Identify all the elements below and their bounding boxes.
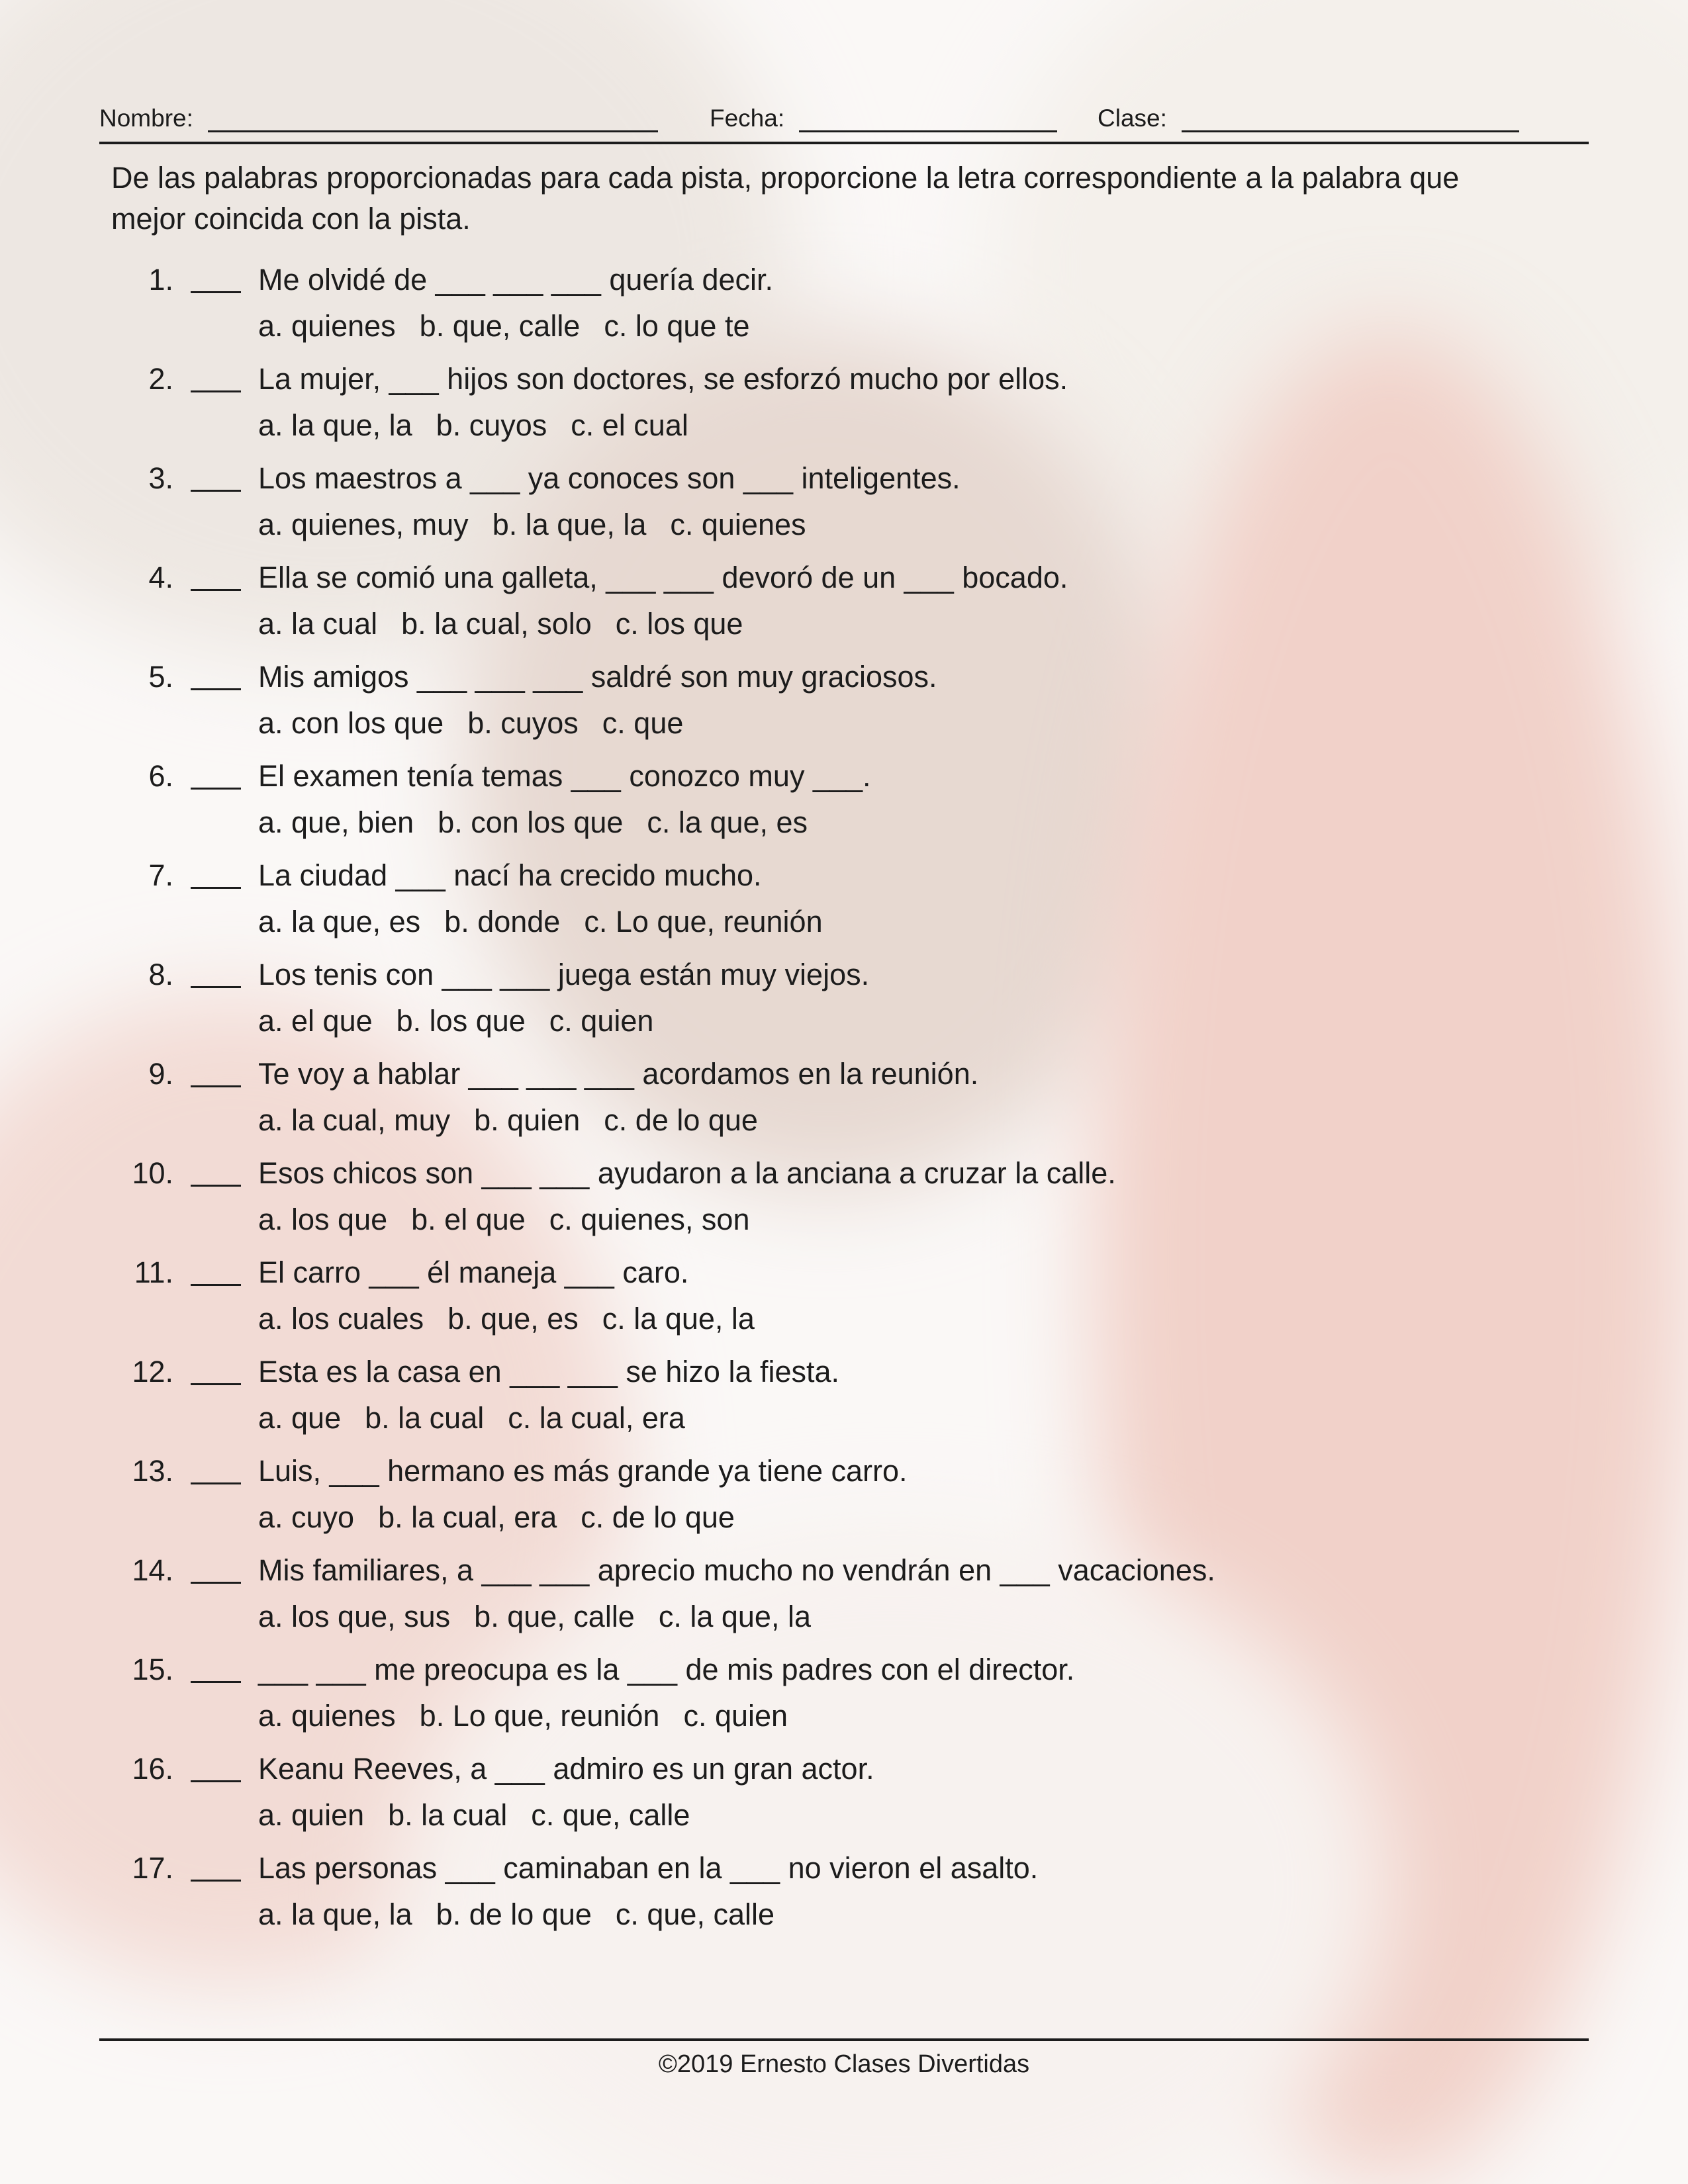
choice-a: a. quienes, muy [258, 508, 469, 541]
choice-a: a. los cuales [258, 1302, 424, 1336]
question-item [0, 954, 1688, 1054]
choice-a: a. los que [258, 1203, 388, 1236]
answer-blank[interactable] [191, 1582, 241, 1584]
copyright-footer: ©2019 Ernesto Clases Divertidas [658, 2050, 1030, 2078]
choice-b: b. la cual [388, 1798, 508, 1832]
question-number: 8. [148, 958, 173, 991]
answer-choices [258, 504, 830, 545]
date-line[interactable] [799, 107, 1057, 132]
question-prompt: Mis familiares, a ___ ___ aprecio mucho no vendrán en ___ vacaciones. [258, 1553, 1215, 1587]
choice-b: b. la cual [365, 1401, 485, 1435]
question-item [0, 1252, 1688, 1351]
name-label: Nombre: [99, 105, 193, 132]
question-prompt: La ciudad ___ nací ha crecido mucho. [258, 858, 762, 892]
question-prompt: Te voy a hablar ___ ___ ___ acordamos en la reunión. [258, 1057, 979, 1091]
choice-b: b. el que [411, 1203, 526, 1236]
question-item [0, 557, 1688, 657]
question-prompt: Los tenis con ___ ___ juega están muy viejos. [258, 958, 870, 991]
question-number: 6. [148, 759, 173, 793]
date-field [710, 105, 1057, 132]
question-number: 17. [132, 1851, 173, 1885]
choice-c: c. de lo que [581, 1500, 735, 1534]
choice-a: a. que, bien [258, 805, 414, 839]
question-prompt: Ella se comió una galleta, ___ ___ devoró de un ___ bocado. [258, 561, 1068, 594]
choice-a: a. quienes [258, 309, 396, 343]
choice-c: c. la que, la [658, 1600, 811, 1633]
answer-choices [258, 604, 767, 645]
question-item [0, 1351, 1688, 1451]
choice-a: a. que [258, 1401, 342, 1435]
question-number: 4. [148, 561, 173, 594]
question-item [0, 458, 1688, 557]
answer-blank[interactable] [191, 1880, 241, 1882]
answer-choices [258, 1398, 709, 1439]
question-item [0, 1054, 1688, 1153]
instructions: De las palabras proporcionadas para cada pista, proporcione la letra correspondiente a la palabra que mejor coincida con la pista. [111, 161, 1460, 236]
choice-a: a. la cual, muy [258, 1103, 451, 1137]
answer-blank[interactable] [191, 788, 241, 790]
answer-choices [258, 1001, 677, 1042]
question-number: 13. [132, 1454, 173, 1488]
question-number: 15. [132, 1653, 173, 1686]
question-item [0, 657, 1688, 756]
question-item [0, 1749, 1688, 1848]
question-item [0, 1451, 1688, 1550]
class-line[interactable] [1182, 107, 1519, 132]
choice-c: c. quien [683, 1699, 788, 1733]
question-prompt: El carro ___ él maneja ___ caro. [258, 1255, 689, 1289]
question-item [0, 259, 1688, 359]
choice-c: c. de lo que [604, 1103, 758, 1137]
student-info-header [99, 99, 1589, 144]
question-number: 7. [148, 858, 173, 892]
choice-b: b. la que, la [492, 508, 647, 541]
question-number: 12. [132, 1355, 173, 1388]
choice-a: a. la que, la [258, 408, 412, 442]
question-prompt: ___ ___ me preocupa es la ___ de mis padres con el director. [258, 1653, 1075, 1686]
question-item [0, 1848, 1688, 1947]
class-label: Clase: [1098, 105, 1167, 132]
choice-b: b. de lo que [436, 1897, 592, 1931]
choice-a: a. cuyo [258, 1500, 355, 1534]
choice-c: c. quienes, son [549, 1203, 750, 1236]
choice-c: c. Lo que, reunión [584, 905, 823, 938]
answer-choices [258, 405, 712, 446]
class-field [1098, 105, 1519, 132]
choice-b: b. cuyos [436, 408, 547, 442]
answer-blank[interactable] [191, 589, 241, 591]
answer-choices [258, 1298, 778, 1340]
answer-choices [258, 901, 847, 942]
answer-blank[interactable] [191, 1284, 241, 1286]
answer-choices [258, 1795, 714, 1836]
choice-a: a. la cual [258, 607, 378, 641]
name-field [99, 105, 658, 132]
question-prompt: Esta es la casa en ___ ___ se hizo la fiesta. [258, 1355, 840, 1388]
question-number: 1. [148, 263, 173, 296]
question-prompt: Luis, ___ hermano es más grande ya tiene carro. [258, 1454, 908, 1488]
question-number: 10. [132, 1156, 173, 1190]
answer-choices [258, 1199, 773, 1240]
question-prompt: El examen tenía temas ___ conozco muy ___. [258, 759, 871, 793]
answer-blank[interactable] [191, 490, 241, 492]
choice-c: c. la que, es [647, 805, 808, 839]
answer-blank[interactable] [191, 390, 241, 392]
question-number: 3. [148, 461, 173, 495]
question-prompt: La mujer, ___ hijos son doctores, se esforzó mucho por ellos. [258, 362, 1068, 396]
choice-c: c. quien [549, 1004, 654, 1038]
choice-b: b. donde [444, 905, 561, 938]
answer-blank[interactable] [191, 986, 241, 988]
choice-b: b. quien [474, 1103, 581, 1137]
question-item [0, 1649, 1688, 1749]
answer-blank[interactable] [191, 887, 241, 889]
choice-a: a. quienes [258, 1699, 396, 1733]
answer-choices [258, 1497, 759, 1538]
choice-a: a. los que, sus [258, 1600, 451, 1633]
question-prompt: Keanu Reeves, a ___ admiro es un gran actor. [258, 1752, 874, 1786]
question-prompt: Esos chicos son ___ ___ ayudaron a la anciana a cruzar la calle. [258, 1156, 1116, 1190]
choice-c: c. lo que te [604, 309, 750, 343]
choice-b: b. Lo que, reunión [419, 1699, 660, 1733]
choice-b: b. la cual, era [378, 1500, 557, 1534]
answer-blank[interactable] [191, 688, 241, 690]
answer-choices [258, 1894, 798, 1935]
question-item [0, 1550, 1688, 1649]
question-number: 11. [134, 1255, 173, 1289]
answer-choices [258, 1596, 835, 1637]
question-item [0, 1153, 1688, 1252]
answer-choices [258, 1100, 782, 1141]
answer-blank[interactable] [191, 291, 241, 293]
answer-blank[interactable] [191, 1482, 241, 1484]
choice-b: b. que, es [447, 1302, 579, 1336]
question-prompt: Mis amigos ___ ___ ___ saldré son muy graciosos. [258, 660, 937, 694]
question-item [0, 855, 1688, 954]
choice-a: a. con los que [258, 706, 444, 740]
question-number: 9. [148, 1057, 173, 1091]
choice-b: b. que, calle [474, 1600, 635, 1633]
question-list [0, 259, 1688, 1947]
question-prompt: Los maestros a ___ ya conoces son ___ inteligentes. [258, 461, 961, 495]
question-number: 2. [148, 362, 173, 396]
choice-b: b. la cual, solo [401, 607, 592, 641]
date-label: Fecha: [710, 105, 785, 132]
choice-c: c. que, calle [615, 1897, 775, 1931]
choice-b: b. con los que [438, 805, 624, 839]
question-prompt: Me olvidé de ___ ___ ___ quería decir. [258, 263, 774, 296]
answer-blank[interactable] [191, 1085, 241, 1087]
choice-c: c. la que, la [602, 1302, 755, 1336]
choice-a: a. la que, la [258, 1897, 412, 1931]
footer-divider [99, 2038, 1589, 2041]
answer-blank[interactable] [191, 1185, 241, 1187]
answer-choices [258, 703, 707, 744]
choice-a: a. el que [258, 1004, 373, 1038]
answer-choices [258, 306, 774, 347]
choice-b: b. que, calle [419, 309, 581, 343]
question-prompt: Las personas ___ caminaban en la ___ no vieron el asalto. [258, 1851, 1039, 1885]
question-item [0, 756, 1688, 855]
choice-c: c. quienes [670, 508, 806, 541]
choice-b: b. cuyos [467, 706, 579, 740]
choice-c: c. los que [615, 607, 743, 641]
choice-c: c. que [602, 706, 684, 740]
answer-blank[interactable] [191, 1383, 241, 1385]
answer-choices [258, 802, 831, 843]
answer-blank[interactable] [191, 1681, 241, 1683]
choice-c: c. el cual [571, 408, 688, 442]
choice-c: c. que, calle [531, 1798, 690, 1832]
question-number: 5. [148, 660, 173, 694]
question-number: 16. [132, 1752, 173, 1786]
question-number: 14. [132, 1553, 173, 1587]
choice-a: a. quien [258, 1798, 365, 1832]
choice-c: c. la cual, era [508, 1401, 685, 1435]
name-line[interactable] [208, 107, 658, 132]
answer-choices [258, 1696, 812, 1737]
choice-a: a. la que, es [258, 905, 421, 938]
choice-b: b. los que [396, 1004, 526, 1038]
question-item [0, 359, 1688, 458]
answer-blank[interactable] [191, 1780, 241, 1782]
